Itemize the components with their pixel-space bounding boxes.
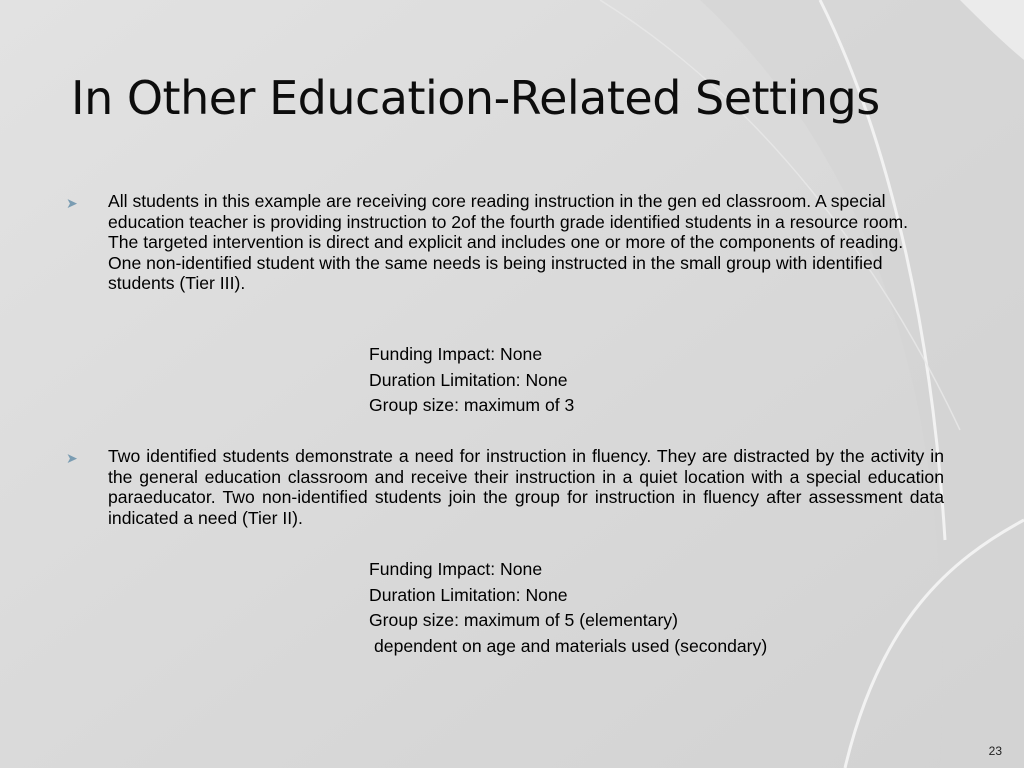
group-size-line: Group size: maximum of 3 xyxy=(369,395,575,415)
bullet-paragraph-2: Two identified students demonstrate a need for instruction in fluency. They are distracted by the activity in the general education classroom and receive their instruction in a quiet location with a special education paraeducator. Two non-identified students join the group for instruction in fluency after assessment data indicated a need (Tier II). xyxy=(108,446,944,528)
details-block-2 xyxy=(369,557,767,659)
funding-impact-line: Funding Impact: None xyxy=(369,344,543,364)
arrow-bullet-icon: ➤ xyxy=(66,195,78,211)
arrow-bullet-icon: ➤ xyxy=(66,450,78,466)
duration-limitation-line: Duration Limitation: None xyxy=(369,584,568,605)
bullet-paragraph-1: All students in this example are receiving core reading instruction in the gen ed classroom. A special education teacher is providing instruction to 2of the fourth grade identified students in a resource room. The targeted intervention is direct and explicit and includes one or more of the components of reading. One non-identified student with the same needs is being instructed in the small group with identified students (Tier III). xyxy=(108,191,909,293)
group-size-secondary-line: dependent on age and materials used (secondary) xyxy=(374,635,768,656)
funding-impact-line: Funding Impact: None xyxy=(369,559,543,579)
slide-title: In Other Education-Related Settings xyxy=(71,71,880,125)
details-block-1 xyxy=(369,342,574,419)
duration-limitation-line: Duration Limitation: None xyxy=(369,369,568,390)
group-size-line: Group size: maximum of 5 (elementary) xyxy=(369,610,678,630)
page-number: 23 xyxy=(988,744,1002,758)
